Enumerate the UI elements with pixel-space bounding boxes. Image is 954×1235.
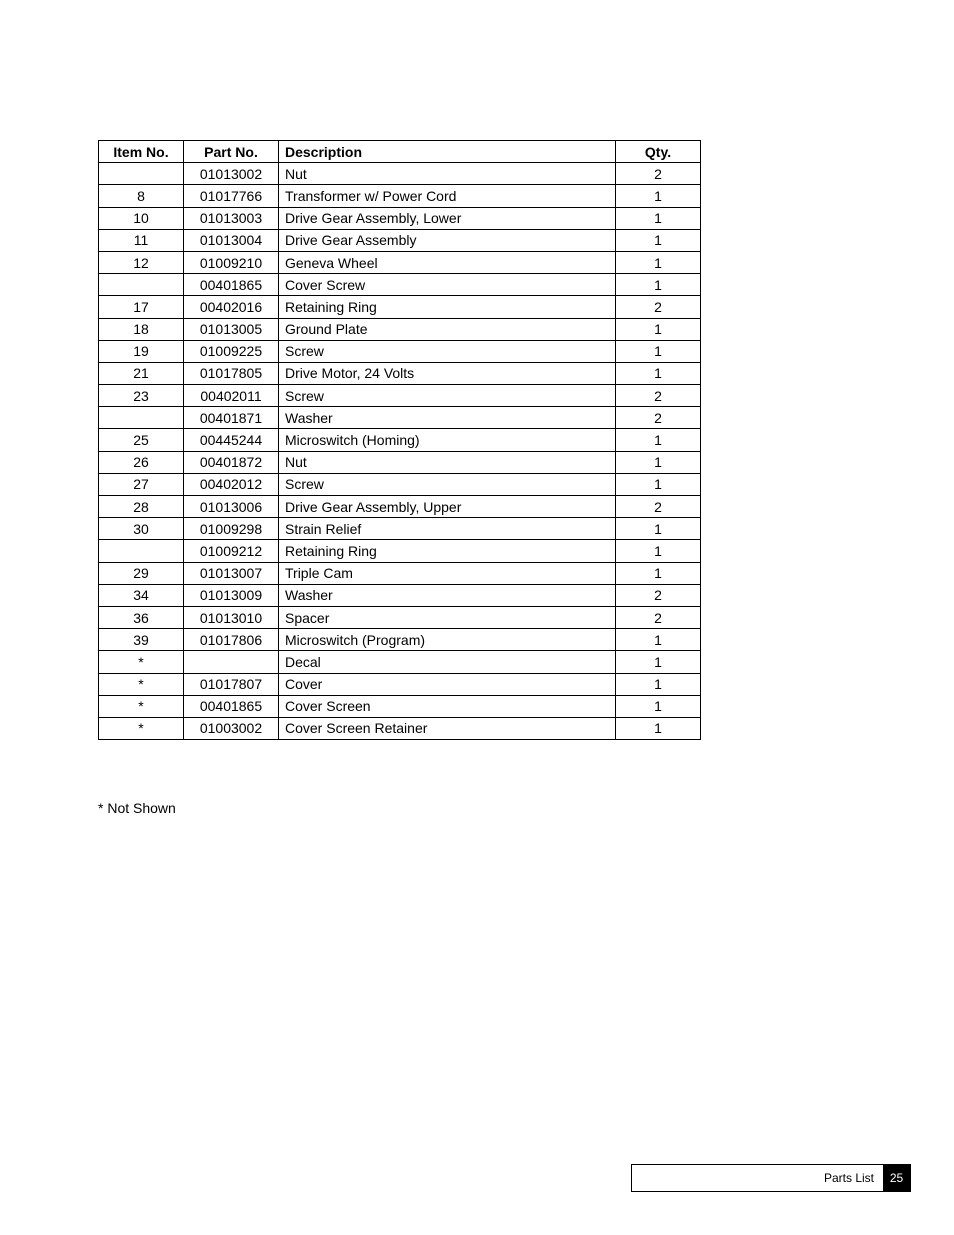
part-no-cell: 01013010: [184, 606, 279, 628]
part-no-cell: 01013002: [184, 163, 279, 185]
item-no-cell: 19: [99, 340, 184, 362]
table-row: [99, 207, 701, 229]
page-footer: [631, 1164, 911, 1192]
description-cell: Strain Relief: [279, 518, 616, 540]
qty-cell: 2: [616, 163, 701, 185]
description-cell: Microswitch (Program): [279, 629, 616, 651]
table-row: [99, 296, 701, 318]
part-no-cell: 01003002: [184, 717, 279, 739]
table-row: [99, 540, 701, 562]
qty-cell: 2: [616, 584, 701, 606]
table-row: [99, 496, 701, 518]
table-row: [99, 584, 701, 606]
description-cell: Drive Gear Assembly: [279, 229, 616, 251]
qty-cell: 2: [616, 296, 701, 318]
table-row: [99, 274, 701, 296]
qty-cell: 1: [616, 695, 701, 717]
qty-cell: 1: [616, 207, 701, 229]
item-no-cell: [99, 163, 184, 185]
qty-cell: 1: [616, 651, 701, 673]
parts-table-body: [99, 163, 701, 740]
description-cell: Cover: [279, 673, 616, 695]
item-no-cell: *: [99, 673, 184, 695]
table-row: [99, 429, 701, 451]
qty-cell: 1: [616, 717, 701, 739]
item-no-cell: 27: [99, 473, 184, 495]
description-cell: Nut: [279, 451, 616, 473]
item-no-cell: 11: [99, 229, 184, 251]
item-no-cell: 8: [99, 185, 184, 207]
description-cell: Cover Screen Retainer: [279, 717, 616, 739]
part-no-cell: 00402012: [184, 473, 279, 495]
item-no-cell: [99, 407, 184, 429]
table-row: [99, 562, 701, 584]
description-cell: Geneva Wheel: [279, 251, 616, 273]
qty-cell: 1: [616, 429, 701, 451]
table-row: [99, 451, 701, 473]
qty-cell: 2: [616, 496, 701, 518]
table-row: [99, 673, 701, 695]
part-no-cell: 01013005: [184, 318, 279, 340]
part-no-cell: 01013003: [184, 207, 279, 229]
item-no-cell: 12: [99, 251, 184, 273]
part-no-cell: 01009225: [184, 340, 279, 362]
description-cell: Cover Screen: [279, 695, 616, 717]
qty-cell: 1: [616, 518, 701, 540]
item-no-cell: [99, 274, 184, 296]
qty-cell: 1: [616, 251, 701, 273]
table-row: [99, 362, 701, 384]
description-cell: Retaining Ring: [279, 540, 616, 562]
part-no-cell: 01017806: [184, 629, 279, 651]
item-no-cell: [99, 540, 184, 562]
part-no-cell: [184, 651, 279, 673]
part-no-cell: 01013006: [184, 496, 279, 518]
qty-cell: 1: [616, 473, 701, 495]
part-no-cell: 00401872: [184, 451, 279, 473]
item-no-cell: 23: [99, 385, 184, 407]
table-row: [99, 251, 701, 273]
qty-cell: 1: [616, 340, 701, 362]
description-cell: Transformer w/ Power Cord: [279, 185, 616, 207]
qty-cell: 1: [616, 274, 701, 296]
footer-section-title: Parts List: [823, 1171, 874, 1185]
description-cell: Screw: [279, 473, 616, 495]
header-item-no: Item No.: [99, 141, 184, 163]
description-cell: Washer: [279, 407, 616, 429]
part-no-cell: 00401865: [184, 274, 279, 296]
part-no-cell: 00401865: [184, 695, 279, 717]
description-cell: Retaining Ring: [279, 296, 616, 318]
part-no-cell: 01009212: [184, 540, 279, 562]
item-no-cell: *: [99, 717, 184, 739]
qty-cell: 1: [616, 540, 701, 562]
table-row: [99, 163, 701, 185]
qty-cell: 1: [616, 229, 701, 251]
table-row: [99, 606, 701, 628]
table-row: [99, 473, 701, 495]
page-number: 25: [883, 1165, 910, 1191]
header-description: Description: [279, 141, 616, 163]
item-no-cell: 10: [99, 207, 184, 229]
description-cell: Screw: [279, 340, 616, 362]
qty-cell: 2: [616, 606, 701, 628]
qty-cell: 1: [616, 185, 701, 207]
item-no-cell: 36: [99, 606, 184, 628]
part-no-cell: 00401871: [184, 407, 279, 429]
item-no-cell: *: [99, 651, 184, 673]
part-no-cell: 01013004: [184, 229, 279, 251]
table-row: [99, 695, 701, 717]
part-no-cell: 01017766: [184, 185, 279, 207]
qty-cell: 2: [616, 407, 701, 429]
description-cell: Spacer: [279, 606, 616, 628]
item-no-cell: 26: [99, 451, 184, 473]
item-no-cell: 28: [99, 496, 184, 518]
qty-cell: 1: [616, 629, 701, 651]
part-no-cell: 00402011: [184, 385, 279, 407]
item-no-cell: *: [99, 695, 184, 717]
table-row: [99, 385, 701, 407]
table-header-row: [99, 141, 701, 163]
item-no-cell: 30: [99, 518, 184, 540]
item-no-cell: 34: [99, 584, 184, 606]
description-cell: Microswitch (Homing): [279, 429, 616, 451]
table-row: [99, 518, 701, 540]
table-row: [99, 340, 701, 362]
qty-cell: 2: [616, 385, 701, 407]
description-cell: Drive Gear Assembly, Lower: [279, 207, 616, 229]
qty-cell: 1: [616, 451, 701, 473]
qty-cell: 1: [616, 673, 701, 695]
part-no-cell: 01009298: [184, 518, 279, 540]
table-row: [99, 717, 701, 739]
item-no-cell: 29: [99, 562, 184, 584]
table-row: [99, 318, 701, 340]
part-no-cell: 00445244: [184, 429, 279, 451]
description-cell: Triple Cam: [279, 562, 616, 584]
description-cell: Drive Motor, 24 Volts: [279, 362, 616, 384]
header-part-no: Part No.: [184, 141, 279, 163]
header-qty: Qty.: [616, 141, 701, 163]
part-no-cell: 01017807: [184, 673, 279, 695]
part-no-cell: 00402016: [184, 296, 279, 318]
table-row: [99, 629, 701, 651]
part-no-cell: 01009210: [184, 251, 279, 273]
description-cell: Ground Plate: [279, 318, 616, 340]
footnote: * Not Shown: [98, 800, 176, 816]
item-no-cell: 39: [99, 629, 184, 651]
description-cell: Drive Gear Assembly, Upper: [279, 496, 616, 518]
qty-cell: 1: [616, 318, 701, 340]
item-no-cell: 17: [99, 296, 184, 318]
table-row: [99, 185, 701, 207]
part-no-cell: 01017805: [184, 362, 279, 384]
part-no-cell: 01013007: [184, 562, 279, 584]
description-cell: Washer: [279, 584, 616, 606]
description-cell: Nut: [279, 163, 616, 185]
table-row: [99, 407, 701, 429]
part-no-cell: 01013009: [184, 584, 279, 606]
qty-cell: 1: [616, 562, 701, 584]
table-row: [99, 651, 701, 673]
item-no-cell: 25: [99, 429, 184, 451]
description-cell: Decal: [279, 651, 616, 673]
item-no-cell: 21: [99, 362, 184, 384]
description-cell: Cover Screw: [279, 274, 616, 296]
description-cell: Screw: [279, 385, 616, 407]
item-no-cell: 18: [99, 318, 184, 340]
parts-table: [98, 140, 701, 740]
table-row: [99, 229, 701, 251]
qty-cell: 1: [616, 362, 701, 384]
